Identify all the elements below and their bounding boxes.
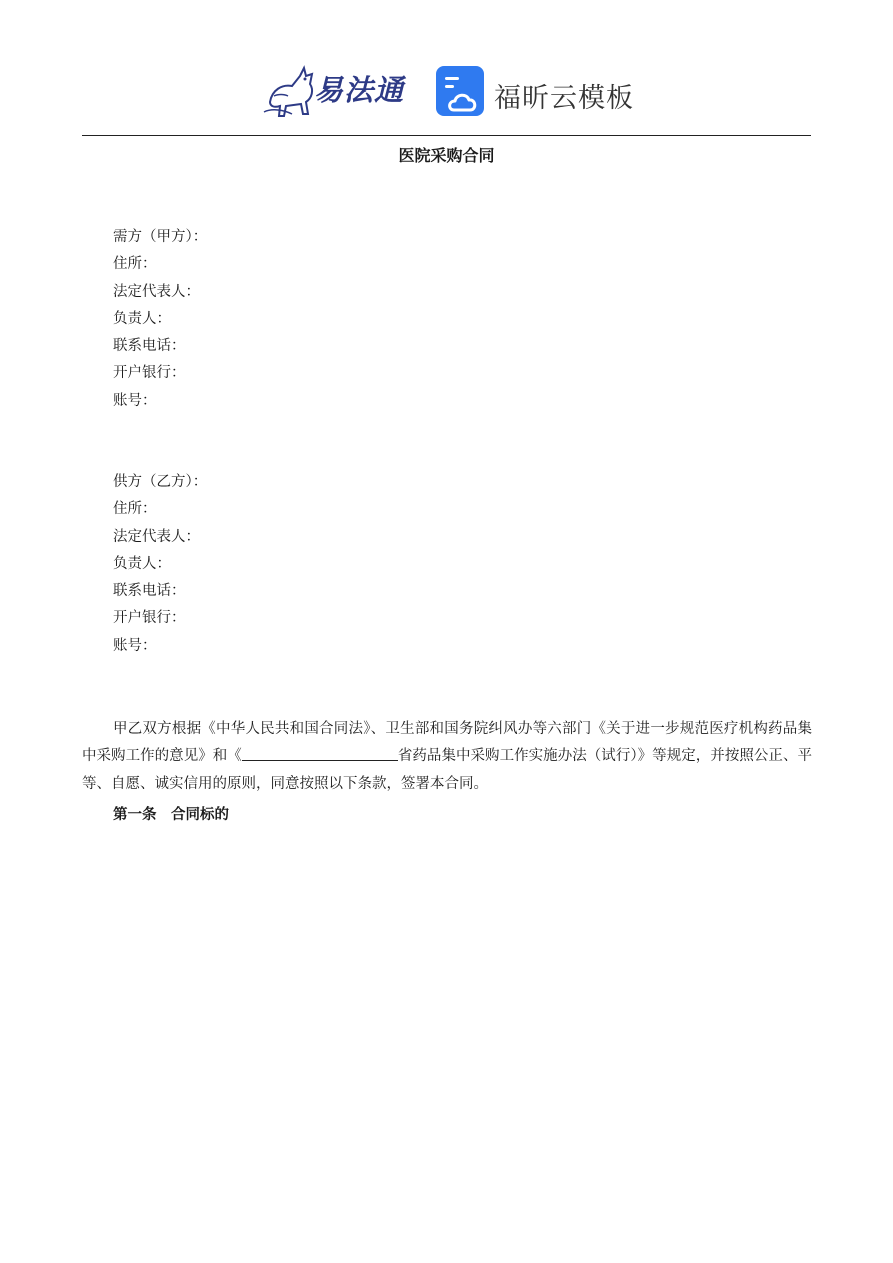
party-a-account-label: 账号： <box>113 392 157 409</box>
party-b-address-label: 住所： <box>113 501 157 518</box>
party-b-account-label: 账号： <box>113 637 157 654</box>
fuxin-logo <box>436 64 636 120</box>
party-b-legal-rep-label: 法定代表人： <box>113 528 200 545</box>
logo-right-text: 福昕云模板 <box>494 83 634 114</box>
party-b-phone-label: 联系电话： <box>113 583 186 600</box>
document-title: 医院采购合同 <box>398 146 495 165</box>
party-a-fields <box>113 224 207 415</box>
party-a-address-label: 住所： <box>113 256 157 273</box>
yifatong-logo <box>262 62 412 120</box>
article-1-heading: 第一条 合同标的 <box>113 807 229 823</box>
party-a-name-label: 需方（甲方）： <box>113 229 208 245</box>
province-blank <box>242 746 398 761</box>
party-b-bank-label: 开户银行： <box>113 610 186 627</box>
logo-left-text: 易法通 <box>314 73 405 107</box>
preamble-text-2: 省药品集中采购工作实施办法（试行）》等规定，并按照公正、平等、自愿、诚实信用的原则，同意按照以下条款，签署本合同。 <box>82 748 812 792</box>
party-b-fields <box>113 469 207 660</box>
party-a-phone-label: 联系电话： <box>113 338 186 355</box>
party-a-bank-label: 开户银行： <box>113 365 186 382</box>
party-b-name-label: 供方（乙方）： <box>113 474 208 490</box>
party-a-legal-rep-label: 法定代表人： <box>113 283 200 300</box>
unicorn-icon <box>262 62 322 120</box>
page-header <box>0 60 893 124</box>
cloud-document-icon <box>436 66 486 118</box>
preamble-text-1: 甲乙双方根据《中华人民共和国合同法》、卫生部和国务院纠风办等六部门《关于进一步规范医疗机构药品集中采购工作的意见》和《 <box>82 721 812 765</box>
party-b-principal-label: 负责人： <box>113 555 171 572</box>
party-a-principal-label: 负责人： <box>113 310 171 327</box>
header-divider <box>82 135 811 136</box>
preamble-paragraph <box>82 716 812 798</box>
